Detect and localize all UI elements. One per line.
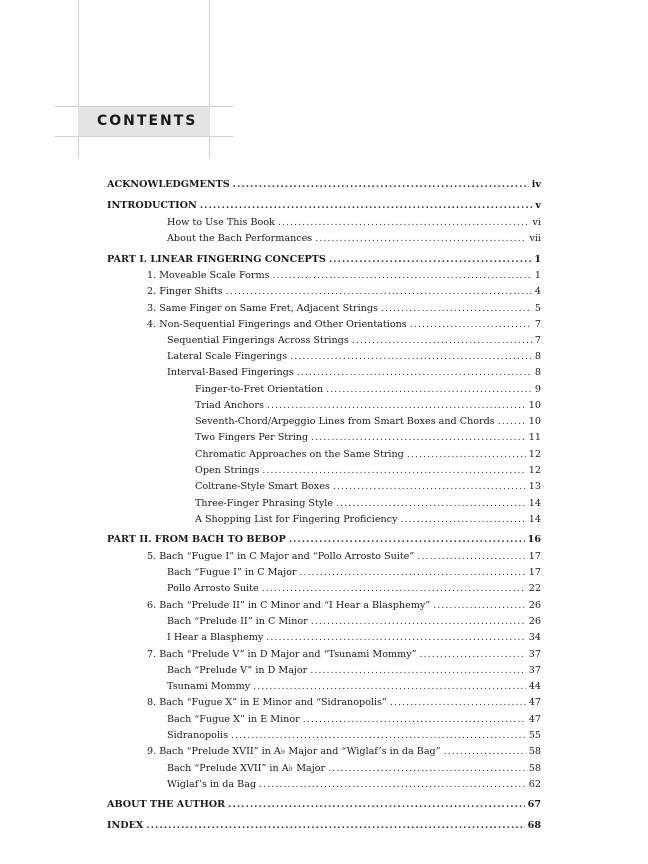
dot-leader [278, 216, 530, 230]
toc-entry-title: Bach “Fugue I” in C Major [167, 567, 297, 578]
toc-entry-title: Bach “Prelude II” in C Minor [167, 616, 308, 627]
dot-leader [417, 550, 526, 564]
toc-entry-page: 68 [527, 820, 541, 831]
dot-leader [326, 383, 532, 397]
toc-entry-page: iv [531, 179, 541, 190]
toc-entry-page: 26 [528, 616, 541, 627]
toc-entry-page: 47 [528, 714, 541, 725]
toc-entry-title: 7. Bach “Prelude V” in D Major and “Tsunami Mommy” [147, 649, 417, 660]
toc-entry[interactable] [195, 399, 541, 413]
toc-entry-title: INTRODUCTION [107, 200, 197, 211]
toc-entry[interactable] [147, 648, 541, 662]
toc-entry-title: 1. Moveable Scale Forms [147, 270, 270, 281]
toc-entry[interactable] [167, 216, 541, 230]
toc-entry[interactable] [195, 480, 541, 494]
toc-entry-title: Seventh-Chord/Arpeggio Lines from Smart Boxes and Chords [195, 416, 495, 427]
toc-entry-page: 58 [528, 763, 541, 774]
toc-entry[interactable] [167, 566, 541, 580]
toc-entry-page: 4 [534, 286, 541, 297]
toc-entry[interactable] [107, 253, 541, 267]
toc-entry-title: Bach “Prelude V” in D Major [167, 665, 308, 676]
toc-entry-page: 7 [534, 319, 541, 330]
toc-entry-title: Three-Finger Phrasing Style [195, 498, 334, 509]
toc-entry-page: 37 [528, 649, 541, 660]
dot-leader [262, 582, 526, 596]
toc-entry[interactable] [107, 798, 541, 812]
dot-leader [433, 599, 526, 613]
dot-leader [259, 778, 526, 792]
toc-entry[interactable] [167, 713, 541, 727]
dot-leader [401, 513, 526, 527]
dot-leader [333, 480, 526, 494]
dot-leader [381, 302, 532, 316]
dot-leader [289, 533, 525, 547]
dot-leader [231, 729, 526, 743]
toc-entry-title: Finger-to-Fret Orientation [195, 384, 324, 395]
dot-leader [352, 334, 532, 348]
dot-leader [310, 664, 526, 678]
toc-entry[interactable] [167, 366, 541, 380]
toc-entry-title: Triad Anchors [195, 400, 264, 411]
toc-entry-page: 14 [528, 498, 541, 509]
toc-entry-page: 14 [528, 514, 541, 525]
toc-entry[interactable] [167, 582, 541, 596]
toc-entry-title: A Shopping List for Fingering Proficiency [195, 514, 398, 525]
toc-entry-title: How to Use This Book [167, 217, 275, 228]
toc-entry-title: Wiglaf’s in da Bag [167, 779, 257, 790]
toc-entry-title: I Hear a Blasphemy [167, 632, 264, 643]
toc-entry-title: ABOUT THE AUTHOR [107, 799, 226, 810]
toc-entry-page: 11 [528, 432, 541, 443]
toc-entry-title: Sequential Fingerings Across Strings [167, 335, 349, 346]
toc-entry[interactable] [195, 415, 541, 429]
toc-entry[interactable] [167, 680, 541, 694]
dot-leader [262, 464, 526, 478]
toc-entry-page: 16 [527, 534, 541, 545]
dot-leader [498, 415, 526, 429]
toc-entry-page: 55 [528, 730, 541, 741]
toc-entry-title: 3. Same Finger on Same Fret, Adjacent Strings [147, 303, 378, 314]
dot-leader [336, 497, 526, 511]
toc-entry-title: PART I. LINEAR FINGERING CONCEPTS [107, 254, 326, 265]
toc-entry-page: 13 [528, 481, 541, 492]
toc-entry[interactable] [147, 285, 541, 299]
dot-leader [266, 631, 525, 645]
toc-entry-title: ACKNOWLEDGMENTS [107, 179, 230, 190]
toc-entry[interactable] [195, 431, 541, 445]
toc-entry-title: 5. Bach “Fugue I” in C Major and “Pollo Arrosto Suite” [147, 551, 415, 562]
toc-entry[interactable] [167, 615, 541, 629]
toc-entry-title: About the Bach Performances [167, 233, 313, 244]
toc-entry-page: 5 [534, 303, 541, 314]
toc-entry[interactable] [147, 599, 541, 613]
toc-entry-page: 58 [528, 746, 541, 757]
toc-entry-page: 10 [528, 416, 541, 427]
dot-leader [420, 648, 526, 662]
dot-leader [410, 318, 532, 332]
toc-entry-title: 6. Bach “Prelude II” in C Minor and “I Hear a Blasphemy” [147, 600, 431, 611]
toc-entry[interactable] [107, 199, 541, 213]
toc-entry-page: 44 [528, 681, 541, 692]
toc-entry-title: Chromatic Approaches on the Same String [195, 449, 404, 460]
toc-entry-title: 9. Bach “Prelude XVII” in A♭ Major and “Wiglaf’s in da Bag” [147, 746, 441, 757]
toc-entry[interactable] [147, 745, 541, 759]
dot-leader [444, 745, 526, 759]
dot-leader [200, 199, 533, 213]
toc-entry-title: Tsunami Mommy [167, 681, 251, 692]
toc-entry-page: 12 [528, 449, 541, 460]
toc-entry-page: 67 [527, 799, 541, 810]
toc-entry[interactable] [195, 448, 541, 462]
toc-entry[interactable] [195, 383, 541, 397]
dot-leader [290, 350, 532, 364]
toc-entry-page: v [535, 200, 541, 211]
toc-entry[interactable] [167, 778, 541, 792]
toc-entry-page: 1 [534, 270, 541, 281]
toc-entry-page: 17 [528, 551, 541, 562]
page-title: CONTENTS [97, 113, 198, 129]
toc-entry-page: 34 [528, 632, 541, 643]
dot-leader [226, 285, 532, 299]
dot-leader [233, 178, 529, 192]
toc-entry[interactable] [107, 819, 541, 833]
toc-entry-title: Bach “Prelude XVII” in A♭ Major [167, 763, 326, 774]
dot-leader [329, 253, 532, 267]
toc-entry-page: 7 [534, 335, 541, 346]
toc-entry-page: 8 [534, 351, 541, 362]
dot-leader [303, 713, 526, 727]
dot-leader [407, 448, 526, 462]
toc-entry[interactable] [147, 696, 541, 710]
toc-entry-title: Pollo Arrosto Suite [167, 583, 259, 594]
toc-entry-page: 17 [528, 567, 541, 578]
dot-leader [390, 696, 526, 710]
dot-leader [273, 269, 532, 283]
toc-entry-page: 10 [528, 400, 541, 411]
toc-entry[interactable] [147, 269, 541, 283]
dot-leader [267, 399, 526, 413]
toc-entry-page: 9 [534, 384, 541, 395]
toc-entry[interactable] [195, 464, 541, 478]
toc-entry[interactable] [167, 664, 541, 678]
dot-leader [228, 798, 525, 812]
toc-entry-title: Lateral Scale Fingerings [167, 351, 288, 362]
toc-entry[interactable] [195, 497, 541, 511]
toc-entry-page: 62 [528, 779, 541, 790]
toc-entry[interactable] [107, 533, 541, 547]
toc-entry-page: 1 [534, 254, 541, 265]
toc-entry-title: Coltrane-Style Smart Boxes [195, 481, 330, 492]
toc-entry-page: 12 [528, 465, 541, 476]
toc-entry-title: INDEX [107, 820, 144, 831]
toc-entry[interactable] [147, 318, 541, 332]
toc-entry[interactable] [147, 302, 541, 316]
toc-entry[interactable] [167, 350, 541, 364]
toc-entry[interactable] [167, 729, 541, 743]
toc-entry-page: 37 [528, 665, 541, 676]
toc-entry-title: 4. Non-Sequential Fingerings and Other Orientations [147, 319, 407, 330]
toc-entry-title: Bach “Fugue X” in E Minor [167, 714, 300, 725]
dot-leader [311, 431, 526, 445]
toc-entry-page: 26 [528, 600, 541, 611]
toc-entry-title: 8. Bach “Fugue X” in E Minor and “Sidranopolis” [147, 697, 387, 708]
toc-entry[interactable] [167, 631, 541, 645]
toc-entry-title: PART II. FROM BACH TO BEBOP [107, 534, 286, 545]
dot-leader [297, 366, 532, 380]
dot-leader [328, 762, 526, 776]
dot-leader [253, 680, 526, 694]
toc-entry[interactable] [167, 232, 541, 246]
toc-entry-page: 22 [528, 583, 541, 594]
toc-entry[interactable] [167, 334, 541, 348]
toc-entry-title: Open Strings [195, 465, 260, 476]
toc-entry-page: vi [532, 217, 541, 228]
toc-entry-title: 2. Finger Shifts [147, 286, 223, 297]
toc-entry-title: Interval-Based Fingerings [167, 367, 294, 378]
toc-entry[interactable] [167, 762, 541, 776]
dot-leader [146, 819, 524, 833]
toc-entry[interactable] [107, 178, 541, 192]
dot-leader [299, 566, 525, 580]
dot-leader [315, 232, 526, 246]
toc-entry-page: vii [529, 233, 541, 244]
toc-entry-title: Two Fingers Per String [195, 432, 309, 443]
toc-entry[interactable] [147, 550, 541, 564]
toc-entry[interactable] [195, 513, 541, 527]
toc-entry-page: 8 [534, 367, 541, 378]
toc-entry-title: Sidranopolis [167, 730, 229, 741]
dot-leader [311, 615, 526, 629]
toc-entry-page: 47 [528, 697, 541, 708]
